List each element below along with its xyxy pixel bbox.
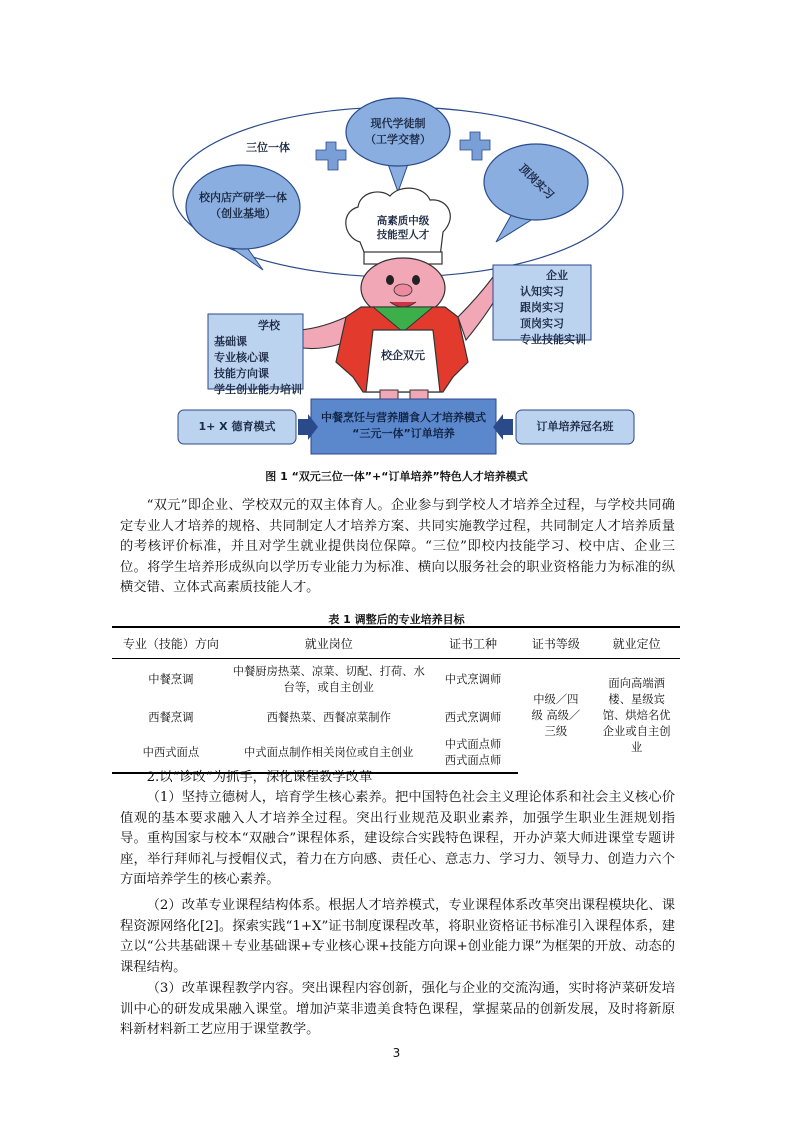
header-level: 证书等级 bbox=[518, 627, 593, 659]
header-cert: 证书工种 bbox=[428, 627, 519, 659]
center-box-line1: 中餐烹饪与营养膳食人才培养模式 bbox=[321, 411, 486, 424]
bubble-left-text bbox=[188, 190, 298, 222]
cell-cert: 西式烹调师 bbox=[444, 710, 502, 724]
school-list bbox=[214, 318, 302, 398]
enterprise-item: 专业技能实训 bbox=[520, 333, 586, 346]
school-item: 专业核心课 bbox=[214, 351, 269, 364]
school-item: 基础课 bbox=[214, 335, 247, 348]
page-number: 3 bbox=[392, 1046, 401, 1060]
outer-label: 三位一体 bbox=[246, 141, 290, 154]
left-box-text: 1+ X 德育模式 bbox=[198, 420, 276, 433]
figure-caption: 图 1 “双元三位一体”+“订单培养”特色人才培养模式 bbox=[265, 470, 528, 483]
apron-text: 校企双元 bbox=[381, 349, 425, 362]
bubble-left-line2: （创业基地） bbox=[210, 207, 276, 220]
school-item: 学生创业能力培训 bbox=[214, 383, 302, 396]
bubble-left-line1: 校内店产研学一体 bbox=[199, 191, 287, 204]
header-direction: 专业（技能）方向 bbox=[112, 627, 230, 659]
enterprise-title: 企业 bbox=[546, 269, 568, 282]
cell-direction: 西餐烹调 bbox=[148, 710, 194, 724]
cell-cert: 中式烹调师 bbox=[444, 672, 502, 686]
cell-level: 中级／四级 高级／三级 bbox=[531, 692, 581, 738]
cell-jobs: 西餐热菜、西餐凉菜制作 bbox=[266, 710, 391, 724]
enterprise-list bbox=[520, 268, 586, 348]
table-row bbox=[112, 659, 680, 701]
point-3: （3）改革课程教学内容。突出课程内容创新，强化与企业的交流沟通，实时将泸菜研发培训中心的研发成果融入课堂。增加泸菜非遗美食特色课程，掌握菜品的创新发展，及时将新原料新材料新工艺应用于课堂教学。 bbox=[120, 981, 675, 1037]
center-box-line2: “三元一体”订单培养 bbox=[352, 427, 455, 440]
school-item: 技能方向课 bbox=[214, 367, 269, 380]
cell-positioning: 面向高端酒楼、星级宾馆、烘焙名优企业或自主创业 bbox=[602, 676, 671, 754]
cell-direction: 中西式面点 bbox=[112, 735, 230, 773]
training-goals-table bbox=[112, 626, 680, 774]
enterprise-item: 认知实习 bbox=[520, 285, 564, 298]
header-jobs: 就业岗位 bbox=[230, 627, 428, 659]
bubble-top-line1: 现代学徒制 bbox=[370, 117, 426, 130]
cell-jobs: 中式面点制作相关岗位或自主创业 bbox=[230, 735, 428, 773]
paragraph-dual: “双元”即企业、学校双元的双主体育人。企业参与到学校人才培养全过程，与学校共同确定专业人才培养的规格、共同制定人才培养方案、共同实施教学过程，共同制定人才培养质量的考核评价标准，并且对学生就业提供岗位保障。“三位”即校内技能学习、校中店、企业三位。将学生培养形成纵向以学历专业能力为标准、横向以服务社会的职业资格能力为标准的纵横交错、立体式高素质技能人才。 bbox=[120, 498, 675, 595]
hat-text bbox=[364, 214, 442, 242]
bubble-top-line2: （工学交替） bbox=[365, 133, 431, 146]
right-box-text: 订单培养冠名班 bbox=[536, 420, 614, 433]
point-1: （1）坚持立德树人，培育学生核心素养。把中国特色社会主义理论体系和社会主义核心价值观的基本要求融入人才培养全过程。突出行业规范及职业素养，加强学生职业生涯规划指导。重构国家与校本“双融合”课程体系，建设综合实践特色课程，开办泸菜大师进课堂专题讲座，举行拜师礼与授帽仪式，着力在方向感、责任心、意志力、学习力、领导力、创造力六个方面培养学生的核心素养。 bbox=[120, 790, 675, 887]
enterprise-item: 顶岗实习 bbox=[520, 317, 564, 330]
bubble-right-text: 顶岗实习 bbox=[516, 161, 557, 202]
table-header-row bbox=[112, 627, 680, 659]
cell-jobs: 中餐厨房热菜、凉菜、切配、打荷、水台等，或自主创业 bbox=[232, 664, 425, 694]
section-title: 2.以“诊改”为抓手，深化课程教学改革 bbox=[146, 770, 373, 785]
cell-direction: 中餐烹调 bbox=[148, 672, 194, 686]
school-title: 学校 bbox=[258, 319, 280, 332]
hat-text-line2: 技能型人才 bbox=[376, 229, 430, 241]
enterprise-item: 跟岗实习 bbox=[520, 301, 564, 314]
table-caption: 表 1 调整后的专业培养目标 bbox=[328, 613, 465, 626]
hat-text-line1: 高素质中级 bbox=[376, 215, 430, 227]
center-box-text bbox=[311, 410, 496, 442]
point-2: （2）改革专业课程结构体系。根据人才培养模式，专业课程体系改革突出课程模块化、课程资源网络化[2]。探索实践“1+X”证书制度课程改革，将职业资格证书标准引入课程体系，建立以“公共基础课＋专业基础课+专业核心课+技能方向课+创业能力课”为框架的开放、动态的课程结构。 bbox=[120, 898, 675, 975]
cell-cert: 中式面点师 西式面点师 bbox=[428, 735, 519, 773]
training-model-figure bbox=[168, 92, 638, 472]
header-positioning: 就业定位 bbox=[593, 627, 680, 659]
bubble-top-text bbox=[346, 116, 450, 148]
